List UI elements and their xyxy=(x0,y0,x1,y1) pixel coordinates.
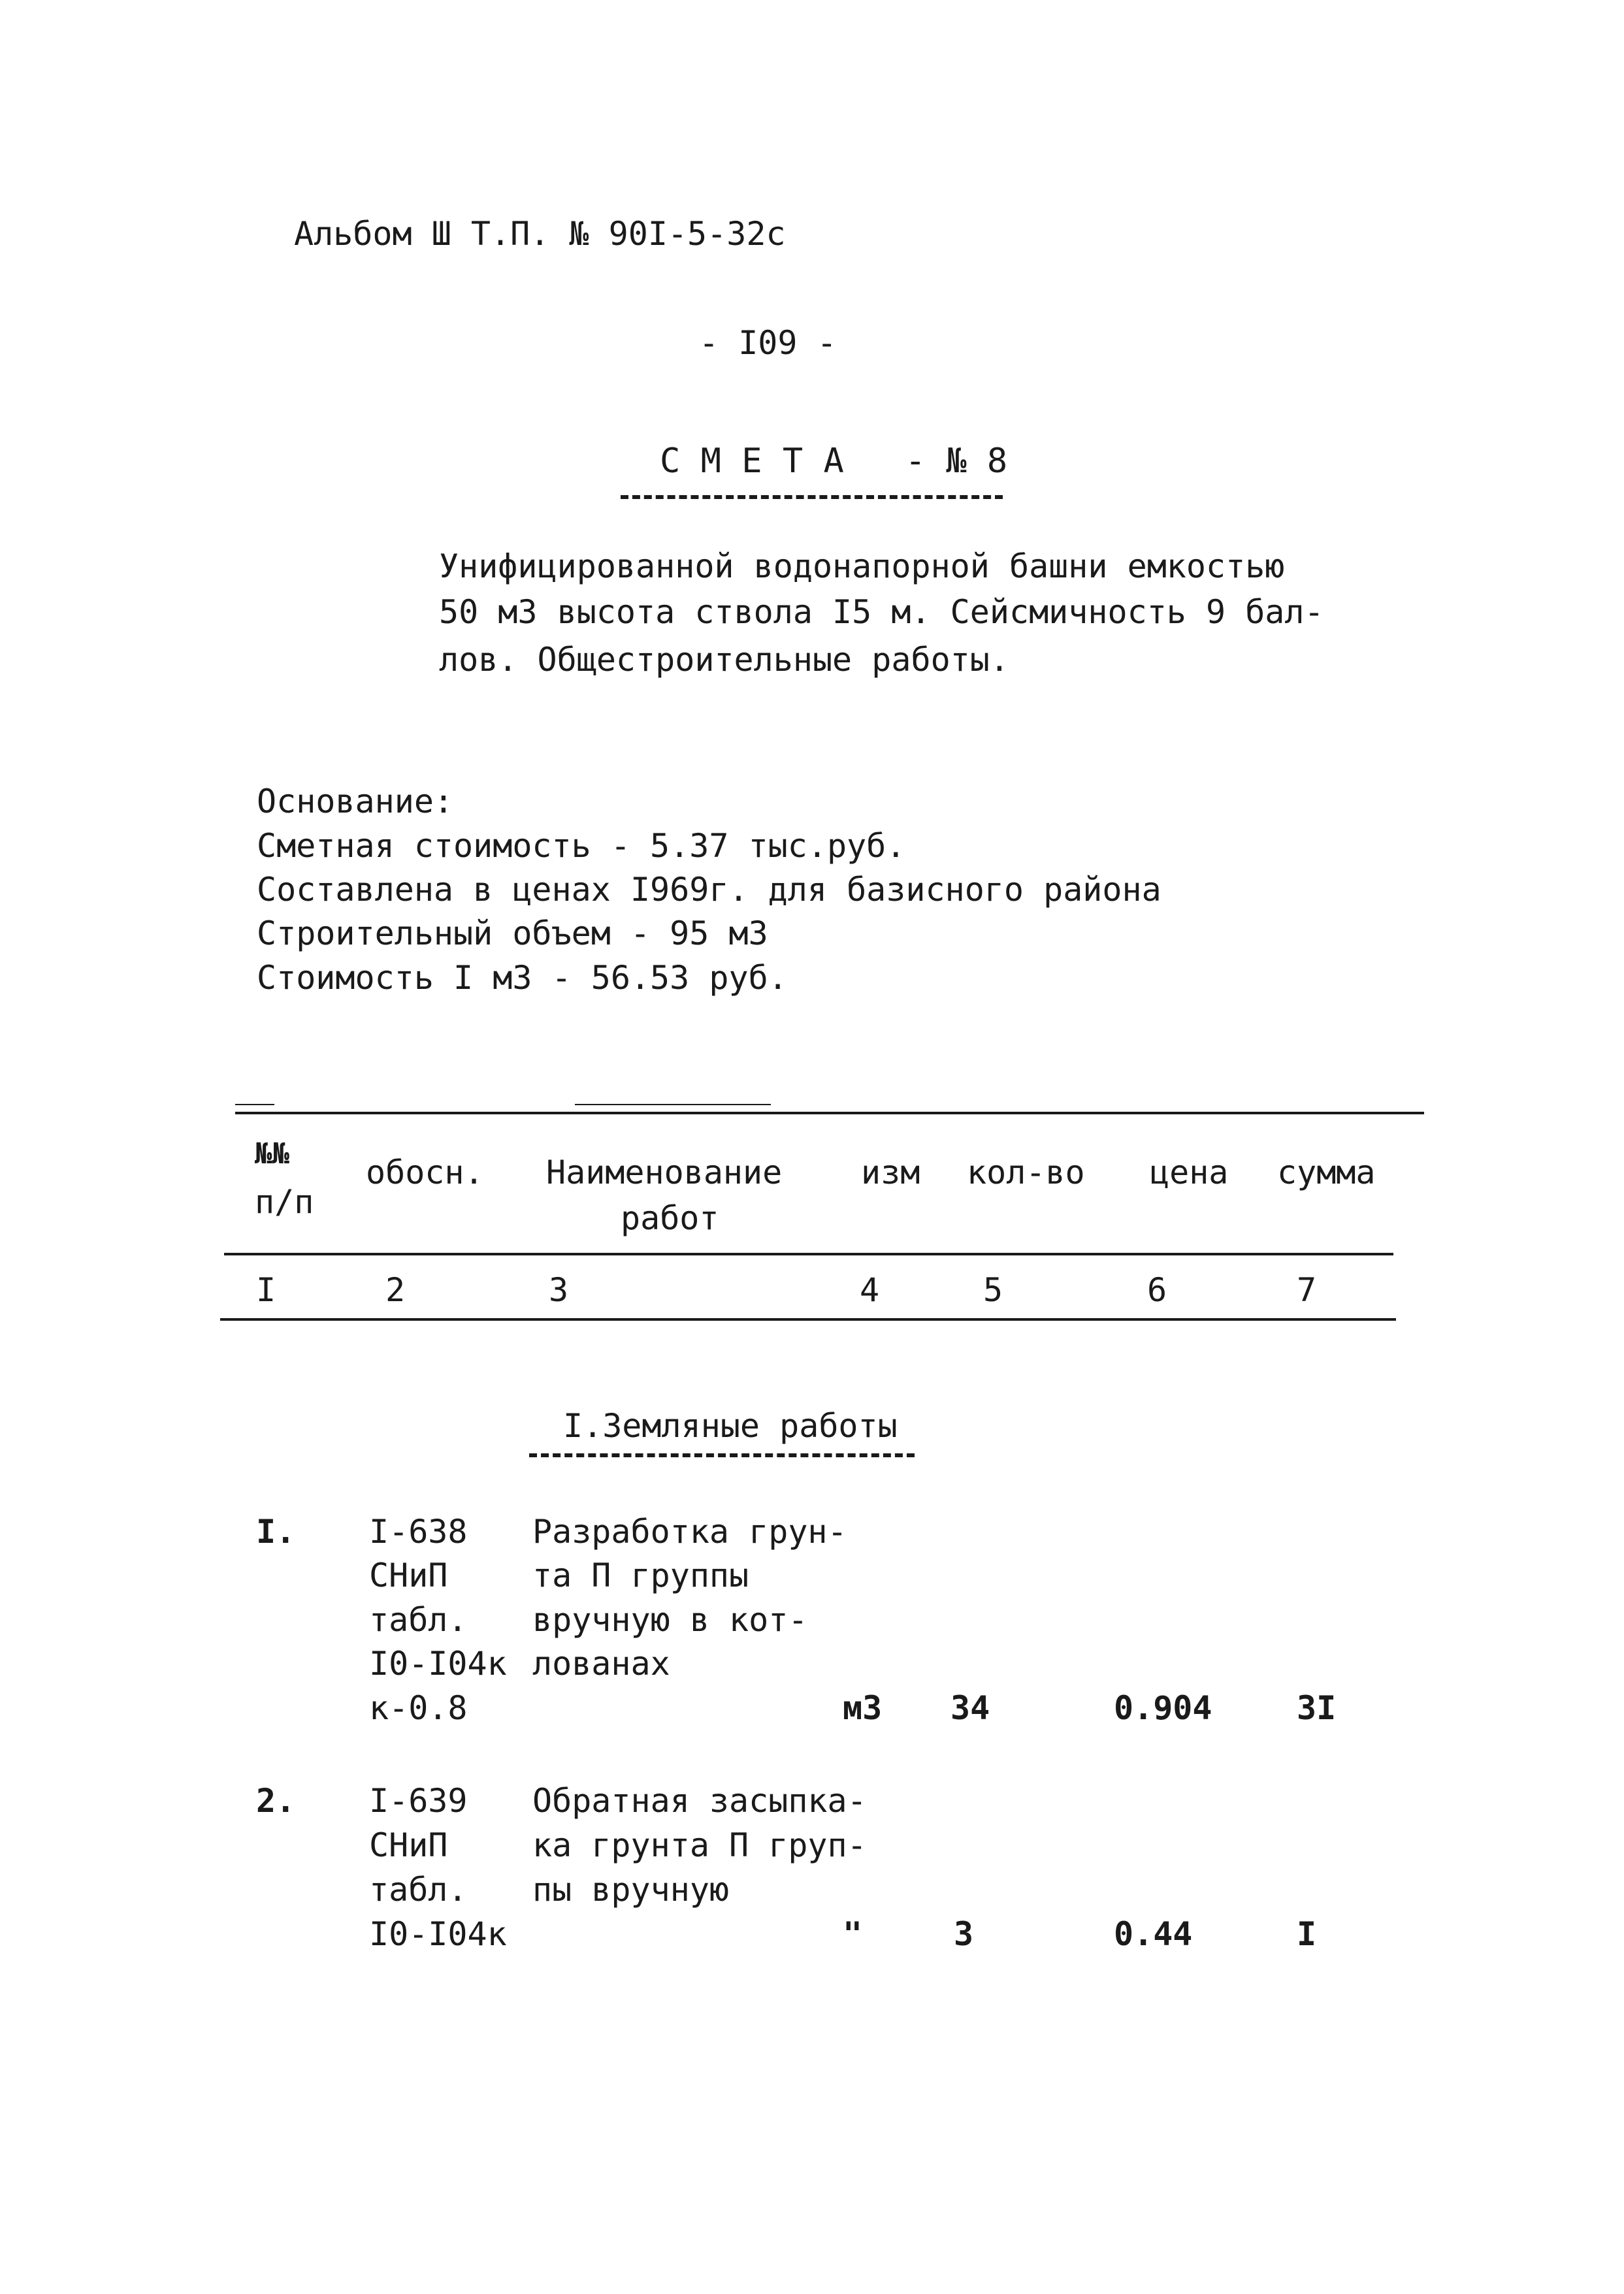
table-top-rule xyxy=(235,1112,1424,1114)
column-number-1: I xyxy=(256,1271,276,1309)
description-line-3: лов. Общестроительные работы. xyxy=(439,641,1009,679)
album-reference: Альбом Ш Т.П. № 90I-5-32с xyxy=(294,215,786,253)
row-1-basis-4: I0-I04к xyxy=(369,1645,507,1683)
header-bottom-rule xyxy=(224,1253,1393,1255)
row-1-basis-1: I-638 xyxy=(369,1513,468,1551)
row-1-sum: 3I xyxy=(1297,1689,1337,1727)
row-1-num: I. xyxy=(256,1513,296,1551)
description-line-2: 50 м3 высота ствола I5 м. Сейсмичность 9 бал- xyxy=(439,593,1324,631)
row-1-name-2: та П группы xyxy=(532,1557,749,1594)
column-number-5: 5 xyxy=(983,1271,1003,1309)
basis-line-2: Составлена в ценах I969г. для базисного района xyxy=(257,871,1161,909)
row-1-unit: м3 xyxy=(843,1689,883,1727)
section-underline xyxy=(529,1453,915,1457)
page-number: - I09 - xyxy=(699,324,837,362)
row-2-name-2: ка грунта П груп- xyxy=(532,1826,867,1864)
row-1-basis-2: СНиП xyxy=(369,1557,448,1594)
row-2-sum: I xyxy=(1297,1915,1317,1953)
section-title: I.Земляные работы xyxy=(563,1407,898,1445)
row-2-basis-2: СНиП xyxy=(369,1826,448,1864)
header-unit: изм xyxy=(861,1154,920,1191)
row-1-basis-3: табл. xyxy=(369,1601,468,1639)
row-1-name-3: вручную в кот- xyxy=(532,1601,808,1639)
row-2-basis-4: I0-I04к xyxy=(369,1915,507,1953)
header-basis: обосн. xyxy=(366,1154,484,1191)
row-2-basis-1: I-639 xyxy=(369,1782,468,1820)
row-1-basis-5: к-0.8 xyxy=(369,1689,468,1727)
smeta-title: С М Е Т А - № 8 xyxy=(660,442,1008,481)
basis-line-4: Стоимость I м3 - 56.53 руб. xyxy=(257,959,788,997)
title-underline xyxy=(621,495,1003,499)
basis-line-1: Сметная стоимость - 5.37 тыс.руб. xyxy=(257,827,906,865)
row-1-name-1: Разработка грун- xyxy=(532,1513,847,1551)
header-num-2: п/п xyxy=(255,1183,314,1221)
column-number-4: 4 xyxy=(860,1271,880,1309)
row-2-name-3: пы вручную xyxy=(532,1871,730,1909)
row-2-price: 0.44 xyxy=(1114,1915,1193,1953)
table-top-stub xyxy=(235,1104,274,1105)
header-sum: сумма xyxy=(1277,1154,1376,1191)
column-number-7: 7 xyxy=(1297,1271,1317,1309)
column-number-3: 3 xyxy=(549,1271,569,1309)
column-number-2: 2 xyxy=(385,1271,406,1309)
column-numbers-bottom-rule xyxy=(220,1318,1396,1321)
row-2-name-1: Обратная засыпка- xyxy=(532,1782,867,1820)
row-1-name-4: лованах xyxy=(532,1645,670,1683)
row-1-qty: 34 xyxy=(950,1689,990,1727)
row-2-num: 2. xyxy=(256,1782,296,1820)
basis-line-3: Строительный объем - 95 м3 xyxy=(257,914,768,952)
header-name-2: работ xyxy=(621,1199,719,1237)
table-top-stub-2 xyxy=(575,1104,771,1105)
column-number-6: 6 xyxy=(1147,1271,1167,1309)
header-qty: кол-во xyxy=(967,1154,1085,1191)
row-2-qty: 3 xyxy=(954,1915,974,1953)
header-price: цена xyxy=(1150,1154,1229,1191)
header-name: Наименование xyxy=(546,1154,783,1191)
basis-label: Основание: xyxy=(257,783,454,820)
row-2-unit: " xyxy=(843,1915,863,1953)
header-num: №№ xyxy=(255,1137,289,1171)
row-1-price: 0.904 xyxy=(1114,1689,1212,1727)
row-2-basis-3: табл. xyxy=(369,1871,468,1909)
description-line-1: Унифицированной водонапорной башни емкостью xyxy=(439,547,1285,585)
